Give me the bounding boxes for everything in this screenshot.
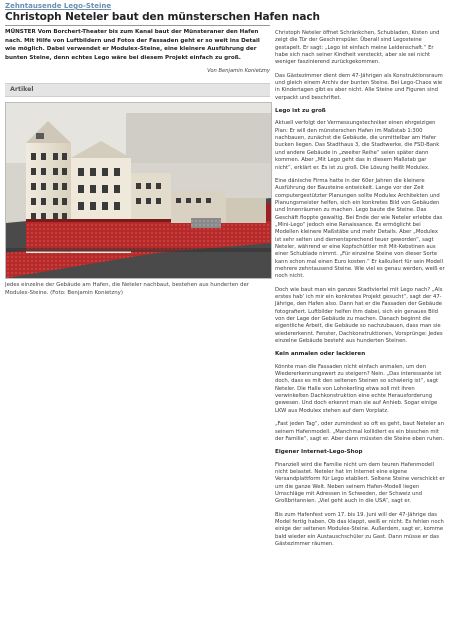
article-body [275, 30, 445, 554]
body-paragraph: Doch wie baut man ein ganzes Stadtviertel mit Lego nach? „Als erstes hab’ ich mir ein konkretes Projekt gesucht“, sagt der 47-Jährige, den Hafen also. Dann hat er die Fassaden der Gebäude fotografiert. Luftbilder helfen ihm dabei, sich ein genaues Bild von der Lage der Gebäude zu machen. Danach beginnt die eigentliche Arbeit, die Gebäude so nachzubauen, dass man sie wiedererkennt. Fenster, Dachkonstruktionen, Vorsprünge: Jedes einzelne Gebäude besteht aus hunderten Steinen. [275, 286, 443, 345]
article-photo [5, 102, 272, 279]
article-byline: Von Benjamin Konietzny [207, 68, 270, 74]
body-paragraph: Könnte man die Fassaden nicht einfach anmalen, um den Wiedererkennungswert zu steigern? Nein. „Das interessante ist doch, dass es mit den seltenen Steinen so schwierig ist“, sagt Neteler. Die Halle von Lohnkerling etwa soll mit ihren verwinkelten Dachkonstruktion eine echte Herausforderung gewesen. Und doch erkennt man sie auf Anhieb. Sogar einige LKW aus Modulex stehen auf dem Vorplatz. [275, 363, 442, 414]
article-headline: Christoph Neteler baut den münsterschen Hafen nach [5, 11, 320, 23]
subheading: Lego ist zu groß [275, 108, 326, 115]
body-paragraph: Aktuell verfolgt der Vermessungstechniker einen ehrgeizigen Plan: Er will den münsterschen Hafen im Maßstab 1:300 nachbauen, zunächst die Gebäude, die unmittelbar am Hafer bucken liegen. Das Stadthaus 3, die Stadtwerke, die FSD-Bank und andere Gebäude in „zweiter Reihe“ seien später dann kommen. Aber „Mit Lego geht das in diesem Maßstab gar nicht“, erklärt er. Es ist zu groß. Die Lösung heißt Modulex. [275, 120, 440, 171]
subheading: Eigener Internet-Lego-Shop [275, 449, 363, 456]
lego-harbor-model-image [6, 103, 271, 278]
body-paragraph: Das Gästezimmer dient dem 47-Jährigen als Konstruktionsraum und gleich einem Archiv der bunten Steine. Bei Lego-Chaos wie in Kindertagen gibt es aber nicht. Alle Steine und Figuren sind verpackt und beschriftet. [275, 72, 443, 101]
headline-divider [5, 25, 270, 26]
body-paragraph: „Fast jeden Tag“, oder zumindest so oft es geht, baut Neteler an seinem Hafenmodell. „Manchmal kollidiert es ein bisschen mit der Familie“, sagt er. Aber dann müssten die Steine eben ruhen. [275, 421, 445, 442]
body-paragraph: Christoph Neteler öffnet Schränkchen, Schubladen, Kisten und zeigt die Tür der Geschirrspüler. Überall sind Legosteine gestapelt. Er sagt: „Lego ist einfach meine Leidenschaft.“ Er habe sich nach seiner Kindheit versteckt, aber sie sei nicht weniger faszinierend zurückgekommen. [275, 30, 440, 66]
subheading: Kein anmalen oder lackieren [275, 351, 366, 358]
photo-caption: Jedes einzelne der Gebäude am Hafen, die Neteler nachbaut, bestehen aus hunderten der Modulex-Steine. (Foto: Benjamin Konietzny) [5, 282, 249, 296]
section-bar [5, 83, 270, 97]
body-paragraph: Bis zum Hafenfest vom 17. bis 19. Juni will der 47-Jährige das Model fertig haben. Ob das klappt, weiß er nicht. Es fehlen noch einige der seltenen Modulex-Steine. Außerdem, sagt er, komme bald wieder ein Austauschschüler zu Gast. Dann müsse er das Gästezimmer räumen. [275, 511, 444, 547]
kicker-link[interactable]: Zehntausende Lego-Steine [5, 2, 112, 10]
article-lead: MÜNSTER Vom Borchert-Theater bis zum Kanal baut der Münsteraner den Hafen nach. Mit Hilfe von Luftbildern und Fotos der Fassaden geht er so weit ins Detail wie möglich. Dabei verwendet er Modulex-Steine, eine kleinere Ausführung der bunten Steine, denn echtes Lego wäre bei diesem Projekt einfach zu groß. [5, 29, 260, 61]
body-paragraph: Finanziell wird die Familie nicht um dem teuren Hafenmodell nicht belastet. Neteler hat im Internet eine eigene Versandplattform für Lego etabliert. Seltene Steine verschickt er um die ganze Welt. Neben seinem Hafen-Modell liegen Umschläge mit Adressen in Schweden, der Schweiz und Großbritannien. „Viel geht auch in die USA“, sagt er. [275, 461, 445, 505]
body-paragraph: Eine dänische Firma hatte in der 60er Jahren die kleinere Ausführung der Bausteine entwickelt. Lange vor der Zeit computergestützter Planungen sollte Modulex Architekten und Planungsmeister helfen, sich ein konkretes Bild von Gebäuden und Innenräumen zu machen. Lego baute die Steine. Das Geschäft floppte gewaltig. Bei Ende der wie Neteler erlebte das „Mini-Lego“ jedoch eine Renaissance. Es ermöglicht bei Modellen kleinere Maßstäbe und mehr Details. Aber „Modulex ist sehr selten und dementsprechend teuer geworden“, sagt Neteler, während er eine Kopfschüttler mit Mit-Kebstinen aus einer Schublade nimmt. „Für einzelne Steine von dieser Sorte kann schon mal einen Euro kosten.“ Er kalkuliert für sein Modell mehrere zehntausend Steine. Wie viel es genau werden, weiß er noch nicht. [275, 177, 445, 280]
section-label: Artikel [10, 86, 34, 93]
